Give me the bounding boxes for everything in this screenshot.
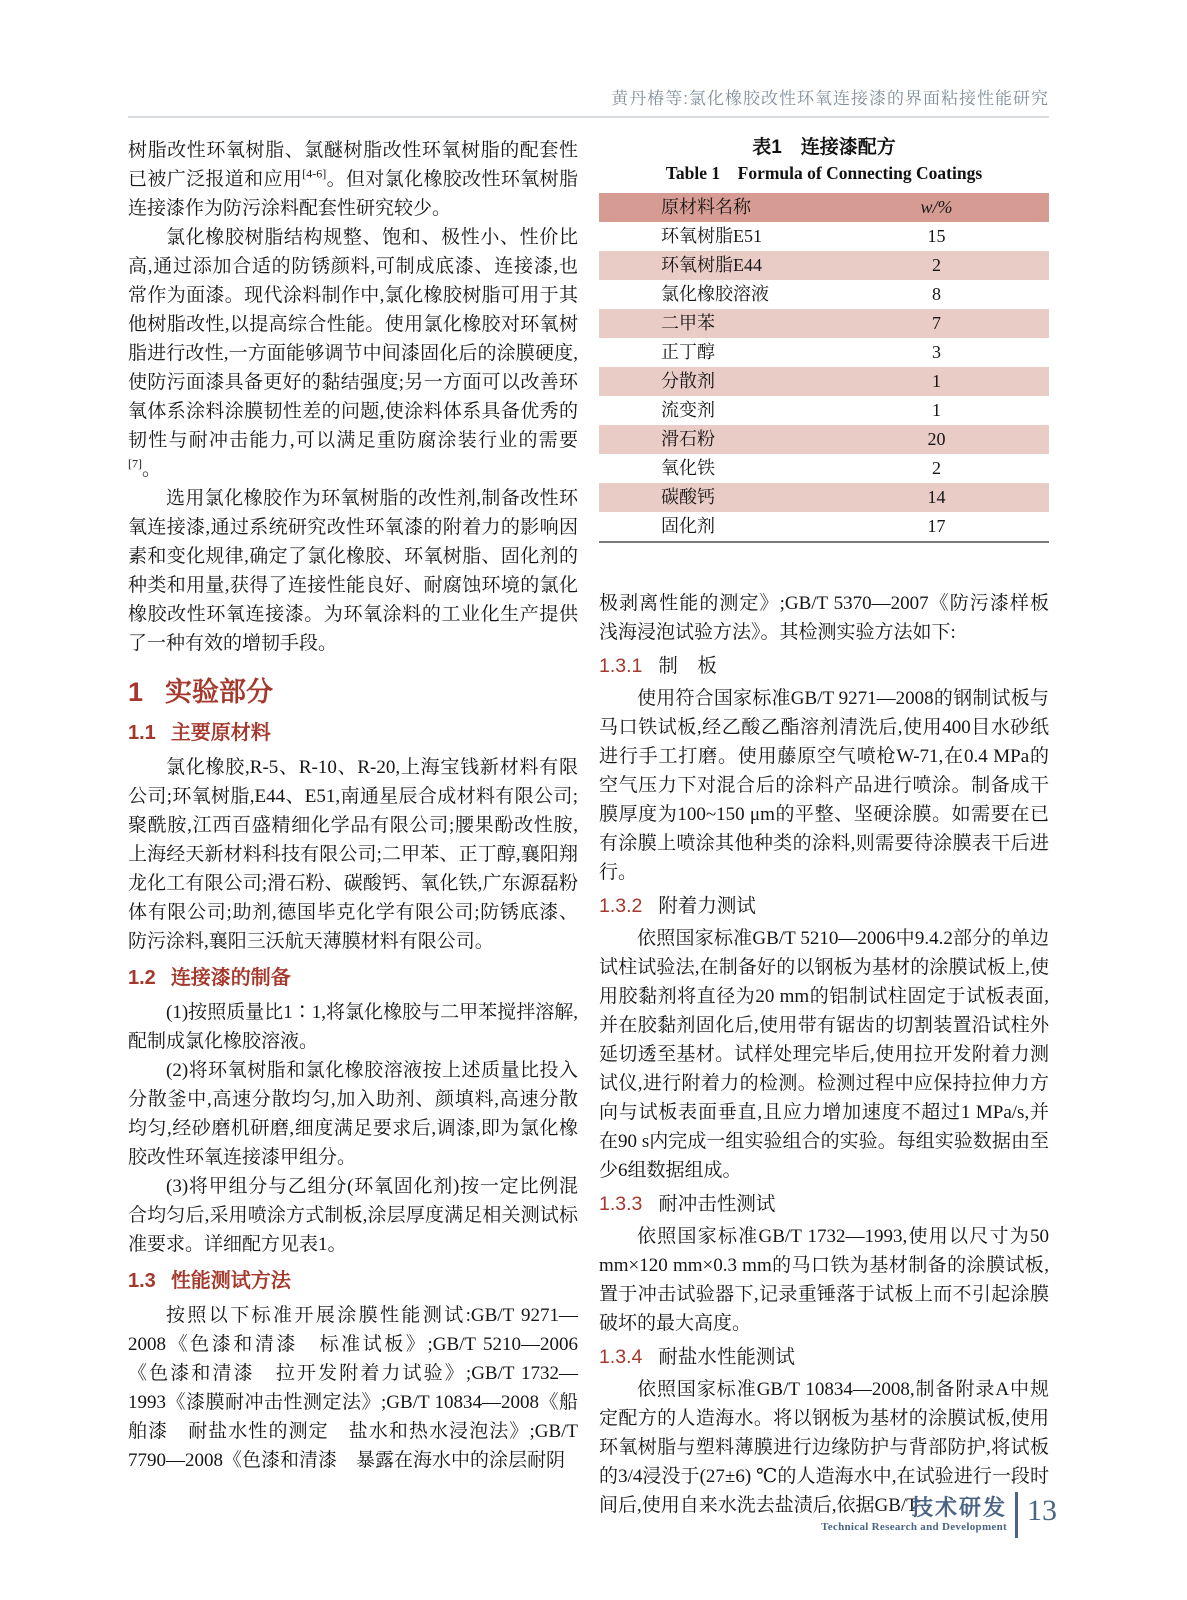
material-name: 碳酸钙 [661, 487, 715, 507]
material-name: 二甲苯 [661, 313, 715, 333]
material-value: 17 [927, 516, 946, 536]
citation-superscript: [7] [128, 456, 142, 471]
section-heading-1-2 [128, 965, 578, 992]
footer-section [821, 1496, 1007, 1535]
table-row [599, 483, 1049, 512]
table-row [599, 280, 1049, 309]
section-title: 耐冲击性测试 [658, 1194, 776, 1215]
section-number: 1.3.3 [599, 1193, 643, 1215]
table-header-row [599, 193, 1049, 222]
section-number: 1.3.1 [599, 655, 643, 677]
section-title: 实验部分 [165, 677, 274, 707]
paragraph-text: 氯化橡胶树脂结构规整、饱和、极性小、性价比高,通过添加合适的防锈颜料,可制成底漆、连接漆,也常作为面漆。现代涂料制作中,氯化橡胶树脂可用于其他树脂改性,以提高综合性能。使用氯化橡胶对环氧树脂进行改性,一方面能够调节中间漆固化后的涂膜硬度,使防污面漆具备更好的黏结强度;另一方面可以改善环氧体系涂料涂膜韧性差的问题,使涂料体系具备优秀的韧性与耐冲击能力,可以满足重防腐涂装行业的需要 [128, 227, 578, 451]
footer-section-en: Technical Research and Development [821, 1520, 1007, 1533]
material-value: 15 [927, 226, 946, 246]
paragraph: 选用氯化橡胶作为环氧树脂的改性剂,制备改性环氧连接漆,通过系统研究改性环氧漆的附着力的影响因素和变化规律,确定了氯化橡胶、环氧树脂、固化剂的种类和用量,获得了连接性能良好、耐腐蚀环境的氯化橡胶改性环氧连接漆。为环氧涂料的工业化生产提供了一种有效的增韧手段。 [128, 488, 578, 654]
material-value: 8 [932, 284, 941, 304]
table-row [599, 338, 1049, 367]
column-header-weight-percent: w/% [920, 197, 953, 217]
table-row [599, 454, 1049, 483]
table-row [599, 512, 1049, 542]
section-heading-1-3 [128, 1268, 578, 1295]
section-number: 1.1 [128, 722, 156, 744]
section-number: 1.3.2 [599, 895, 643, 917]
table-block [599, 136, 1049, 543]
paragraph [128, 223, 578, 484]
material-value: 2 [932, 255, 941, 275]
section-heading-1 [128, 675, 578, 709]
material-name: 正丁醇 [661, 342, 715, 362]
paragraph-text: 。 [142, 459, 162, 480]
running-title: 黄丹椿等:氯化橡胶改性环氧连接漆的界面粘接性能研究 [611, 89, 1049, 108]
paragraph-text: 树脂改性环氧树脂、氯醚树脂改性环氧树脂的配套性已被广泛报道和应用 [128, 140, 578, 190]
material-name: 环氧树脂E51 [661, 226, 762, 246]
formula-table [599, 193, 1049, 543]
material-name: 分散剂 [661, 371, 715, 391]
right-column [599, 136, 1049, 1520]
material-name: 氯化橡胶溶液 [661, 284, 769, 304]
table-row [599, 251, 1049, 280]
footer-section-cn: 技术研发 [910, 1494, 1007, 1520]
section-number: 1 [128, 677, 144, 707]
table-row [599, 222, 1049, 251]
section-heading-1-3-3 [599, 1190, 1049, 1219]
paragraph-text: 。但对氯化橡胶改性环氧树脂连接漆作为防污涂料配套性研究较少。 [128, 169, 578, 219]
table-row [599, 396, 1049, 425]
table-row [599, 309, 1049, 338]
paragraph: 依照国家标准GB/T 1732—1993,使用以尺寸为50 mm×120 mm×0.3 mm的马口铁为基材制备的涂膜试板,置于冲击试验器下,记录重锤落于试板上而不引起涂膜破坏的最大高度。 [599, 1226, 1049, 1334]
content-columns [128, 136, 1049, 1520]
page-number: 13 [1027, 1494, 1057, 1527]
section-heading-1-3-2 [599, 892, 1049, 921]
material-value: 1 [932, 400, 941, 420]
paragraph: (3)将甲组分与乙组分(环氧固化剂)按一定比例混合均匀后,采用喷涂方式制板,涂层厚度满足相关测试标准要求。详细配方见表1。 [128, 1176, 578, 1255]
section-heading-1-3-1 [599, 652, 1049, 681]
paragraph: 依照国家标准GB/T 5210—2006中9.4.2部分的单边试柱试验法,在制备好的以钢板为基材的涂膜试板上,使用胶黏剂将直径为20 mm的铝制试柱固定于试板表面,并在胶黏剂固化后,使用带有锯齿的切割装置沿试柱外延切透至基材。试样处理完毕后,使用拉开发附着力测试仪,进行附着力的检测。检测过程中应保持拉伸力方向与试板表面垂直,且应力增加速度不超过1 MPa/s,并在90 s内完成一组实验组合的实验。每组实验数据由至少6组数据组成。 [599, 928, 1049, 1181]
left-column [128, 136, 578, 1520]
table-title-cn: 表1 连接漆配方 [752, 137, 896, 158]
citation-superscript: [4-6] [302, 166, 327, 181]
paragraph: 使用符合国家标准GB/T 9271—2008的钢制试板与马口铁试板,经乙酸乙酯溶剂清洗后,使用400目水砂纸进行手工打磨。使用藤原空气喷枪W-71,在0.4 MPa的空气压力下对混合后的涂料产品进行喷涂。制备成干膜厚度为100~150 μm的平整、坚硬涂膜。如需要在已有涂膜上喷涂其他种类的涂料,则需要待涂膜表干后进行。 [599, 688, 1049, 883]
section-number: 1.3.4 [599, 1346, 643, 1368]
paragraph: 按照以下标准开展涂膜性能测试:GB/T 9271—2008《色漆和清漆 标准试板》;GB/T 5210—2006《色漆和清漆 拉开发附着力试验》;GB/T 1732—1993《漆膜耐冲击性测定法》;GB/T 10834—2008《船舶漆 耐盐水性的测定 盐水和热水浸泡法》;GB/T 7790—2008《色漆和清漆 暴露在海水中的涂层耐阴 [128, 1305, 578, 1471]
table-row [599, 425, 1049, 454]
page-footer [821, 1492, 1057, 1538]
section-title: 耐盐水性能测试 [658, 1347, 795, 1368]
section-number: 1.2 [128, 967, 156, 989]
section-number: 1.3 [128, 1270, 156, 1292]
header-rule [128, 116, 1049, 118]
material-name: 环氧树脂E44 [661, 255, 762, 275]
table-title-en: Table 1 Formula of Connecting Coatings [665, 163, 983, 183]
material-name: 流变剂 [661, 400, 715, 420]
section-title: 附着力测试 [658, 896, 756, 917]
footer-divider-bar [1015, 1492, 1018, 1538]
material-value: 20 [927, 429, 946, 449]
section-title: 主要原材料 [170, 722, 271, 744]
material-value: 3 [932, 342, 941, 362]
paragraph: 极剥离性能的测定》;GB/T 5370—2007《防污漆样板浅海浸泡试验方法》。其检测实验方法如下: [599, 593, 1049, 643]
section-heading-1-3-4 [599, 1343, 1049, 1372]
material-value: 2 [932, 458, 941, 478]
paragraph: 依照国家标准GB/T 10834—2008,制备附录A中规定配方的人造海水。将以钢板为基材的涂膜试板,使用环氧树脂与塑料薄膜进行边缘防护与背部防护,将试板的3/4浸没于(27±6) ℃的人造海水中,在试验进行一段时间后,使用自来水洗去盐渍后,依据GB/T [599, 1379, 1049, 1516]
material-value: 14 [927, 487, 946, 507]
material-value: 7 [932, 313, 941, 333]
section-title: 连接漆的制备 [170, 967, 291, 989]
paragraph [128, 136, 578, 223]
paragraph: 氯化橡胶,R-5、R-10、R-20,上海宝钱新材料有限公司;环氧树脂,E44、E51,南通星辰合成材料有限公司;聚酰胺,江西百盛精细化学品有限公司;腰果酚改性胺,上海经天新材料科技有限公司;二甲苯、正丁醇,襄阳翔龙化工有限公司;滑石粉、碳酸钙、氧化铁,广东源磊粉体有限公司;助剂,德国毕克化学有限公司;防锈底漆、防污涂料,襄阳三沃航天薄膜材料有限公司。 [128, 757, 578, 952]
table-row [599, 367, 1049, 396]
paragraph: (2)将环氧树脂和氯化橡胶溶液按上述质量比投入分散釜中,高速分散均匀,加入助剂、颜填料,高速分散均匀,经砂磨机研磨,细度满足要求后,调漆,即为氯化橡胶改性环氧连接漆甲组分。 [128, 1060, 578, 1168]
material-name: 滑石粉 [661, 429, 715, 449]
material-name: 固化剂 [661, 516, 715, 536]
section-title: 制 板 [658, 656, 717, 677]
material-name: 氧化铁 [661, 458, 715, 478]
column-header-material: 原材料名称 [661, 197, 751, 217]
material-value: 1 [932, 371, 941, 391]
section-heading-1-1 [128, 720, 578, 747]
section-title: 性能测试方法 [170, 1270, 291, 1292]
paragraph: (1)按照质量比1∶1,将氯化橡胶与二甲苯搅拌溶解,配制成氯化橡胶溶液。 [128, 1002, 578, 1052]
